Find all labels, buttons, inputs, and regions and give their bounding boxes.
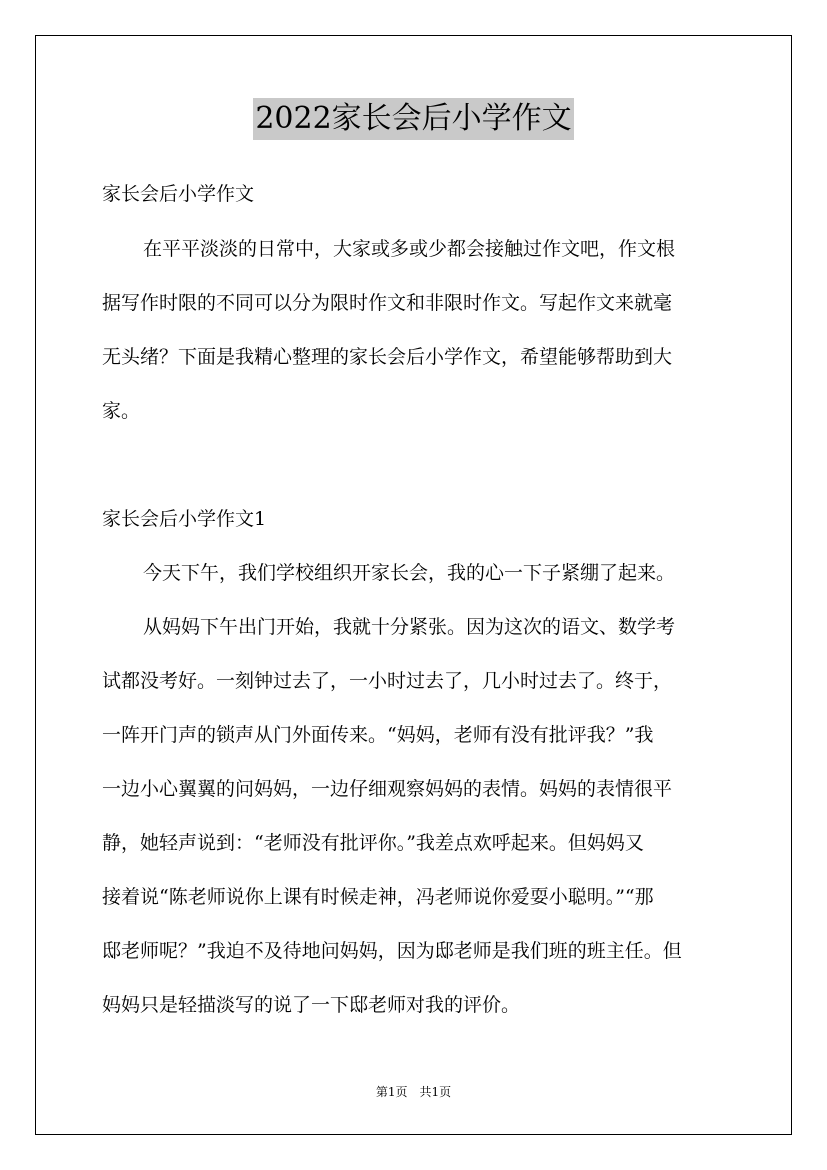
section-heading: 家长会后小学作文1 — [102, 508, 267, 530]
intro-line-1: 在平平淡淡的日常中，大家或多或少都会接触过作文吧，作文根 — [143, 238, 676, 260]
essay-line-3: 试都没考好。一刻钟过去了，一小时过去了，几小时过去了。终于， — [102, 670, 673, 692]
document-title-text: 2022家长会后小学作文 — [253, 98, 573, 140]
intro-line-4: 家。 — [102, 400, 141, 422]
document-title — [0, 98, 827, 140]
intro-line-2: 据写作时限的不同可以分为限时作文和非限时作文。写起作文来就毫 — [102, 292, 673, 314]
essay-line-2: 从妈妈下午出门开始，我就十分紧张。因为这次的语文、数学考 — [143, 616, 676, 638]
essay-line-1: 今天下午，我们学校组织开家长会，我的心一下子紧绷了起来。 — [143, 562, 676, 584]
essay-line-6: 静，她轻声说到：“老师没有批评你。”我差点欢呼起来。但妈妈又 — [102, 832, 644, 854]
essay-line-7: 接着说“陈老师说你上课有时候走神，冯老师说你爱耍小聪明。”“那 — [102, 886, 654, 908]
essay-line-8: 邸老师呢？”我迫不及待地问妈妈，因为邸老师是我们班的班主任。但 — [102, 940, 682, 962]
essay-line-4: 一阵开门声的锁声从门外面传来。“妈妈，老师有没有批评我？”我 — [102, 724, 654, 746]
subtitle: 家长会后小学作文 — [102, 183, 255, 205]
essay-line-5: 一边小心翼翼的问妈妈，一边仔细观察妈妈的表情。妈妈的表情很平 — [102, 778, 673, 800]
essay-line-9: 妈妈只是轻描淡写的说了一下邸老师对我的评价。 — [102, 994, 521, 1016]
page-footer: 第1页 共1页 — [375, 1085, 452, 1099]
intro-line-3: 无头绪？下面是我精心整理的家长会后小学作文，希望能够帮助到大 — [102, 346, 673, 368]
